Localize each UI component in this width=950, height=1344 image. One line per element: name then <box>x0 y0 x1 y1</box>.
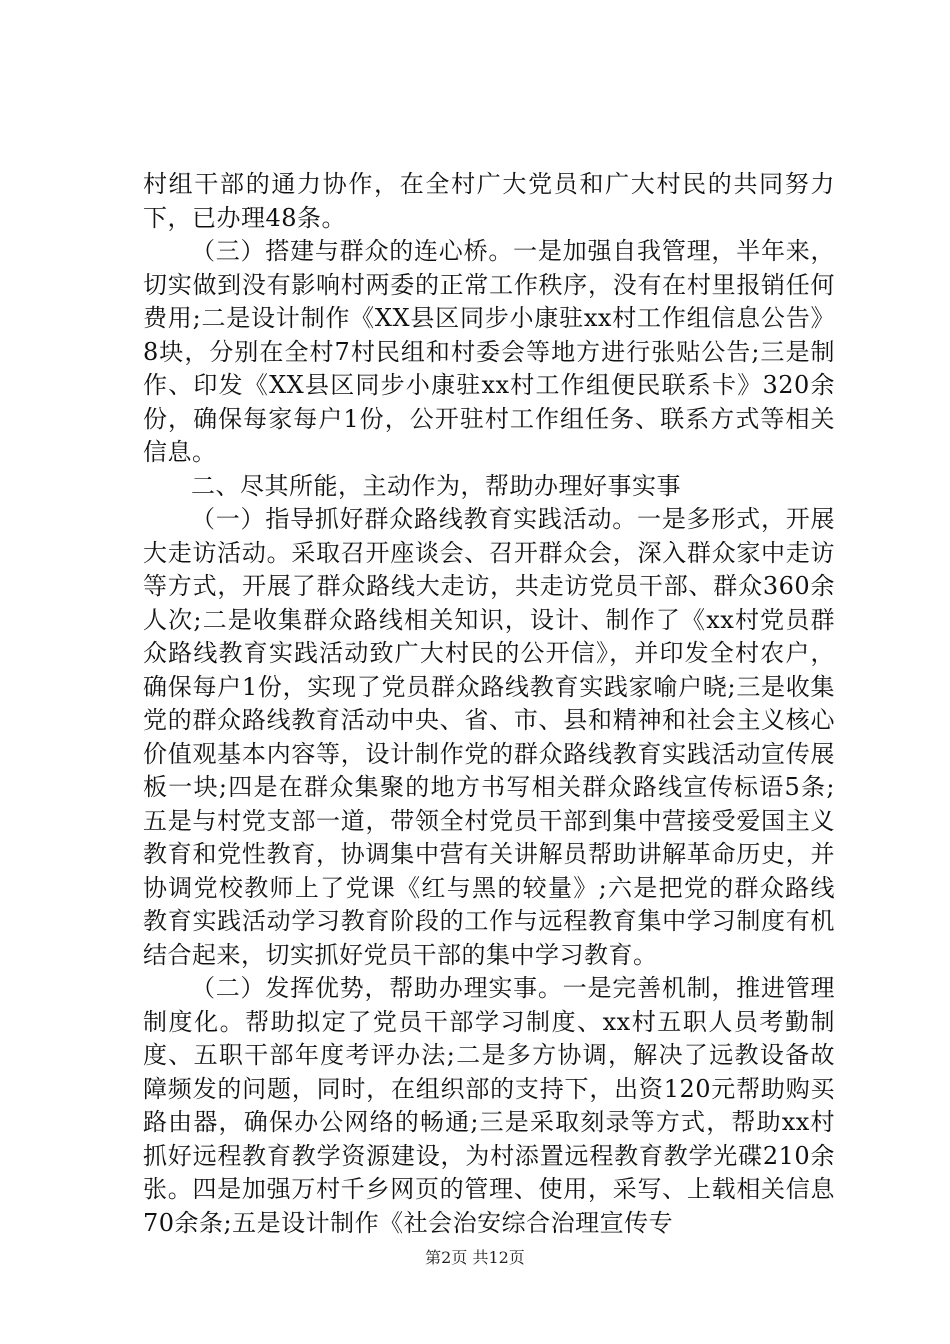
paragraph-subsection-2: （二）发挥优势，帮助办理实事。一是完善机制，推进管理制度化。帮助拟定了党员干部学习制度、xx村五职人员考勤制度、五职干部年度考评办法;二是多方协调，解决了远教设备故障频发的问题，同时，在组织部的支持下，出资120元帮助购买路由器，确保办公网络的畅通;三是采取刻录等方式，帮助xx村抓好远程教育教学资源建设，为村添置远程教育教学光碟210余张。四是加强万村千乡网页的管理、使用，采写、上载相关信息70余条;五是设计制作《社会治安综合治理宣传专 <box>143 974 835 1237</box>
paragraph-section-3-bridge: （三）搭建与群众的连心桥。一是加强自我管理，半年来，切实做到没有影响村两委的正常工作秩序，没有在村里报销任何费用;二是设计制作《XX县区同步小康驻xx村工作组信息公告》8块，分别在全村7村民组和村委会等地方进行张贴公告;三是制作、印发《XX县区同步小康驻xx村工作组便民联系卡》320余份，确保每家每户1份，公开驻村工作组任务、联系方式等相关信息。 <box>143 237 835 466</box>
paragraph-subsection-1: （一）指导抓好群众路线教育实践活动。一是多形式，开展大走访活动。采取召开座谈会、召开群众会，深入群众家中走访等方式，开展了群众路线大走访，共走访党员干部、群众360余人次;二是收集群众路线相关知识，设计、制作了《xx村党员群众路线教育实践活动致广大村民的公开信》，并印发全村农户，确保每户1份，实现了党员群众路线教育实践家喻户晓;三是收集党的群众路线教育活动中央、省、市、县和精神和社会主义核心价值观基本内容等，设计制作党的群众路线教育实践活动宣传展板一块;四是在群众集聚的地方书写相关群众路线宣传标语5条;五是与村党支部一道，带领全村党员干部到集中营接受爱国主义教育和党性教育，协调集中营有关讲解员帮助讲解革命历史，并协调党校教师上了党课《红与黑的较量》;六是把党的群众路线教育实践活动学习教育阶段的工作与远程教育集中学习制度有机结合起来，切实抓好党员干部的集中学习教育。 <box>143 505 835 969</box>
paragraph-continuation: 村组干部的通力协作，在全村广大党员和广大村民的共同努力下，已办理48条。 <box>143 170 835 232</box>
page-footer: 第2页 共12页 <box>425 1248 525 1267</box>
section-heading-2: 二、尽其所能，主动作为，帮助办理好事实事 <box>191 471 681 500</box>
document-body <box>143 168 835 1240</box>
